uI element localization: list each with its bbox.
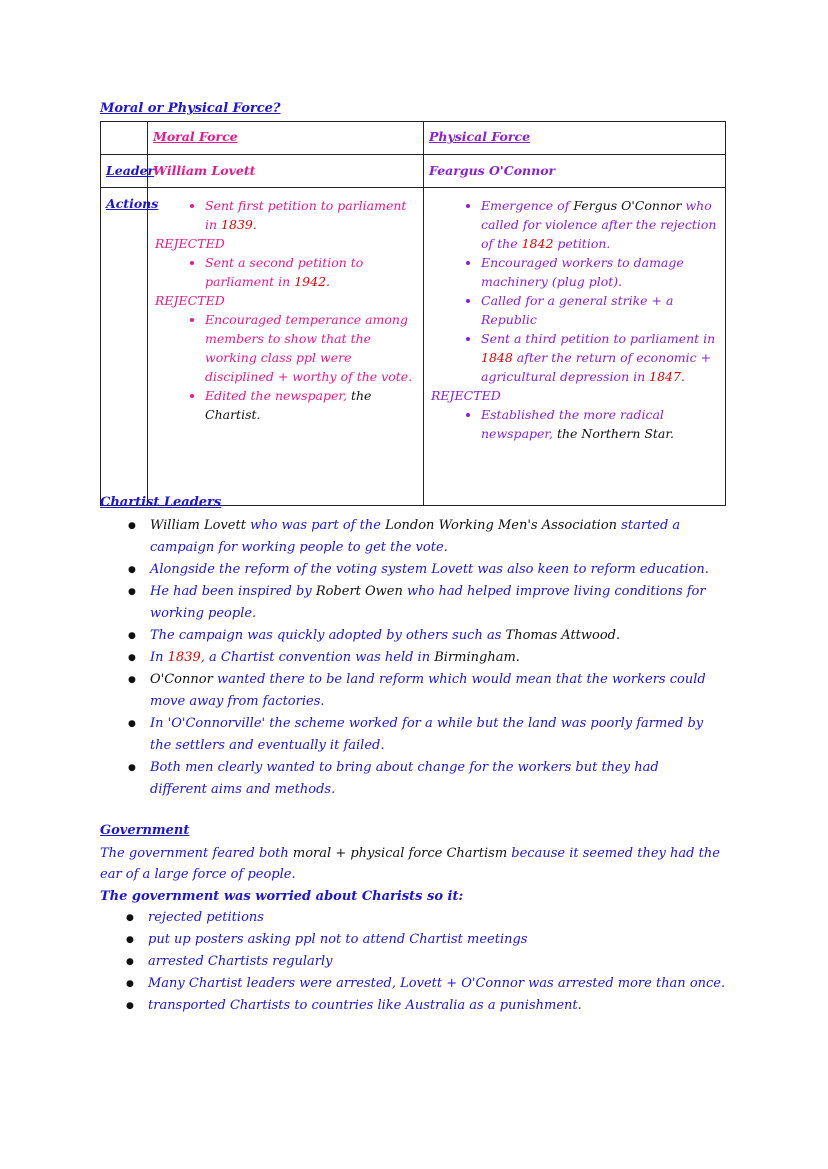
list-item: ● arrested Chartists regularly bbox=[126, 951, 726, 973]
list-item: • Sent a third petition to parliament in 1848 after the return of economic + agricultural depression in 1847. bbox=[481, 329, 720, 386]
table-corner-cell bbox=[101, 122, 148, 155]
list-item: • Encouraged temperance among members to show that the working class ppl were disciplined + worthy of the vote. bbox=[205, 310, 418, 386]
moral-actions-list-3 bbox=[153, 310, 418, 424]
physical-leader: Feargus O'Connor bbox=[429, 163, 556, 178]
list-item: ● He had been inspired by Robert Owen who had helped improve living conditions for working people. bbox=[128, 581, 718, 625]
list-item: • Called for a general strike + a Republic bbox=[481, 291, 720, 329]
list-item: • Emergence of Fergus O'Connor who called for violence after the rejection of the 1842 petition. bbox=[481, 196, 720, 253]
list-item: ● put up posters asking ppl not to attend Chartist meetings bbox=[126, 929, 726, 951]
government-paragraph: The government feared both moral + physical force Chartism because it seemed they had the ear of a large force of people. bbox=[100, 846, 720, 882]
list-item: ● transported Chartists to countries like Australia as a punishment. bbox=[126, 995, 726, 1017]
list-item: • Encouraged workers to damage machinery (plug plot). bbox=[481, 253, 720, 291]
list-item: ● Alongside the reform of the voting system Lovett was also keen to reform education. bbox=[128, 559, 718, 581]
rejected-label: REJECTED bbox=[431, 388, 501, 403]
physical-actions-list-1 bbox=[429, 196, 720, 386]
government-list bbox=[126, 907, 726, 1017]
section-title-leaders: Chartist Leaders bbox=[100, 495, 222, 510]
list-item: ● Both men clearly wanted to bring about change for the workers but they had different aims and methods. bbox=[128, 757, 718, 801]
moral-force-header-text: Moral Force bbox=[153, 129, 238, 144]
leaders-list bbox=[128, 515, 718, 801]
list-item: ● O'Connor wanted there to be land reform which would mean that the workers could move away from factories. bbox=[128, 669, 718, 713]
physical-actions-cell bbox=[424, 188, 726, 506]
table-header-row bbox=[101, 122, 726, 155]
government-lead-in: The government was worried about Charists so it: bbox=[100, 889, 464, 904]
moral-leader: William Lovett bbox=[153, 163, 256, 178]
moral-force-header bbox=[148, 122, 424, 155]
physical-leader-cell bbox=[424, 155, 726, 188]
actions-label: Actions bbox=[106, 196, 159, 211]
moral-actions-list-2 bbox=[153, 253, 418, 291]
actions-label-cell bbox=[101, 188, 159, 506]
list-item: ● The campaign was quickly adopted by others such as Thomas Attwood. bbox=[128, 625, 718, 647]
list-item: ● Many Chartist leaders were arrested, Lovett + O'Connor was arrested more than once. bbox=[126, 973, 726, 995]
physical-force-header bbox=[424, 122, 726, 155]
list-item: ● rejected petitions bbox=[126, 907, 726, 929]
list-item: • Edited the newspaper, the Chartist. bbox=[205, 386, 418, 424]
list-item: ● In 1839, a Chartist convention was held in Birmingham. bbox=[128, 647, 718, 669]
physical-force-header-text: Physical Force bbox=[429, 129, 531, 144]
moral-actions-cell bbox=[148, 188, 424, 506]
rejected-label: REJECTED bbox=[155, 236, 225, 251]
list-item: ● In 'O'Connorville' the scheme worked for a while but the land was poorly farmed by the settlers and eventually it failed. bbox=[128, 713, 718, 757]
rejected-label: REJECTED bbox=[155, 293, 225, 308]
list-item: • Established the more radical newspaper, the Northern Star. bbox=[481, 405, 720, 443]
moral-leader-cell bbox=[148, 155, 424, 188]
list-item: • Sent a second petition to parliament in 1942. bbox=[205, 253, 418, 291]
force-comparison-table bbox=[100, 121, 726, 506]
section-title-force: Moral or Physical Force? bbox=[100, 101, 281, 116]
leader-label-cell bbox=[101, 155, 155, 188]
table-actions-row bbox=[101, 188, 726, 506]
moral-actions-list-1 bbox=[153, 196, 418, 234]
list-item: ● William Lovett who was part of the London Working Men's Association started a campaign for working people to get the vote. bbox=[128, 515, 718, 559]
section-title-government: Government bbox=[100, 823, 190, 838]
list-item: • Sent first petition to parliament in 1839. bbox=[205, 196, 418, 234]
physical-actions-list-2 bbox=[429, 405, 720, 443]
leader-label: Leader bbox=[106, 163, 155, 178]
table-leader-row bbox=[101, 155, 726, 188]
